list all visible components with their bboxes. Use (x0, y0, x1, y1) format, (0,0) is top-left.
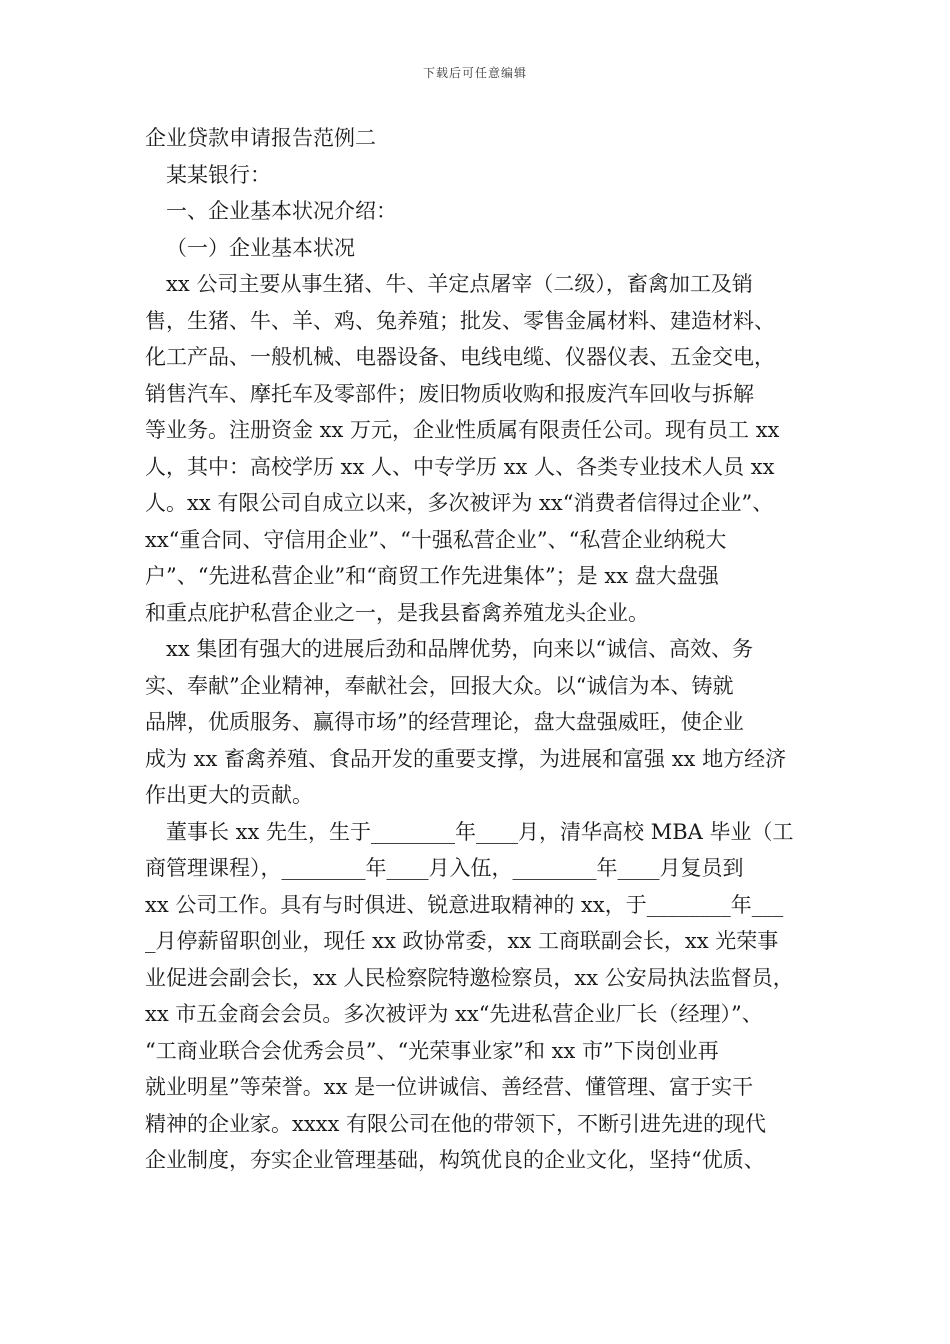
paragraph-line: “工商业联合会优秀会员”、“光荣事业家”和 xx 市”下岗创业再 (145, 1038, 719, 1063)
paragraph-line: 化工产品、一般机械、电器设备、电线电缆、仪器仪表、五金交电， (145, 345, 775, 369)
paragraph-line: 董事长 xx 先生，生于________年____月，清华高校 MBA 毕业（工 (166, 819, 794, 844)
paragraph-line: 等业务。注册资金 xx 万元，企业性质属有限责任公司。现有员工 xx (145, 418, 780, 442)
paragraph-line: 品牌，优质服务、赢得市场”的经营理论，盘大盘强威旺，使企业 (145, 710, 744, 734)
paragraph-chairman (145, 814, 825, 1179)
paragraph-line: 商管理课程），________年____月入伍，________年____月复员到 (145, 856, 744, 880)
header-note: 下载后可任意编辑 (422, 66, 527, 80)
paragraph-line: 精神的企业家。xxxx 有限公司在他的带领下，不断引进先进的现代 (145, 1111, 767, 1136)
paragraph-line: xx 市五金商会会员。多次被评为 xx“先进私营企业厂长（经理）”、 (145, 1002, 763, 1026)
document-body (145, 120, 825, 1179)
paragraph-line: 人，其中：高校学历 xx 人、中专学历 xx 人、各类专业技术人员 xx (145, 454, 775, 479)
subsection-heading: （一）企业基本状况 (166, 235, 355, 260)
paragraph-company-overview (145, 266, 825, 631)
section-heading: 一、企业基本状况介绍： (166, 199, 397, 223)
paragraph-line: 和重点庇护私营企业之一，是我县畜禽养殖龙头企业。 (145, 600, 649, 625)
paragraph-line: 销售汽车、摩托车及零部件；废旧物质收购和报废汽车回收与拆解 (145, 381, 754, 406)
paragraph-brand-advantage (145, 631, 825, 814)
paragraph-line: 户”、“先进私营企业”和“商贸工作先进集体”；是 xx 盘大盘强 (145, 564, 719, 588)
paragraph-line: 实、奉献”企业精神，奉献社会，回报大众。以“诚信为本、铸就 (145, 673, 734, 698)
paragraph-line: _月停薪留职创业，现任 xx 政协常委，xx 工商联副会长，xx 光荣事 (145, 929, 779, 953)
paragraph-line: 企业制度，夯实企业管理基础，构筑优良的企业文化，坚持“优质、 (145, 1148, 765, 1172)
paragraph-line: xx 公司主要从事生猪、牛、羊定点屠宰（二级），畜禽加工及销 (166, 272, 753, 296)
paragraph-line: 人。xx 有限公司自成立以来，多次被评为 xx“消费者信得过企业”、 (145, 491, 774, 515)
document-title: 企业贷款申请报告范例二 (145, 126, 376, 150)
paragraph-line: xx 集团有强大的进展后劲和品牌优势，向来以“诚信、高效、务 (166, 637, 754, 661)
paragraph-line: 售，生猪、牛、羊、鸡、兔养殖；批发、零售金属材料、建造材料、 (145, 308, 775, 333)
paragraph-line: 作出更大的贡献。 (145, 783, 313, 807)
paragraph-line: 就业明星”等荣誉。xx 是一位讲诚信、善经营、懂管理、富于实干 (145, 1075, 754, 1099)
paragraph-line: xx“重合同、守信用企业”、“十强私营企业”、“私营企业纳税大 (145, 527, 727, 552)
paragraph-line: 业促进会副会长，xx 人民检察院特邀检察员，xx 公安局执法监督员， (145, 965, 794, 990)
paragraph-line: 成为 xx 畜禽养殖、食品开发的重要支撑，为进展和富强 xx 地方经济 (145, 746, 787, 771)
salutation: 某某银行： (166, 162, 271, 187)
paragraph-line: xx 公司工作。具有与时俱进、锐意进取精神的 xx，于________年___ (145, 892, 784, 917)
